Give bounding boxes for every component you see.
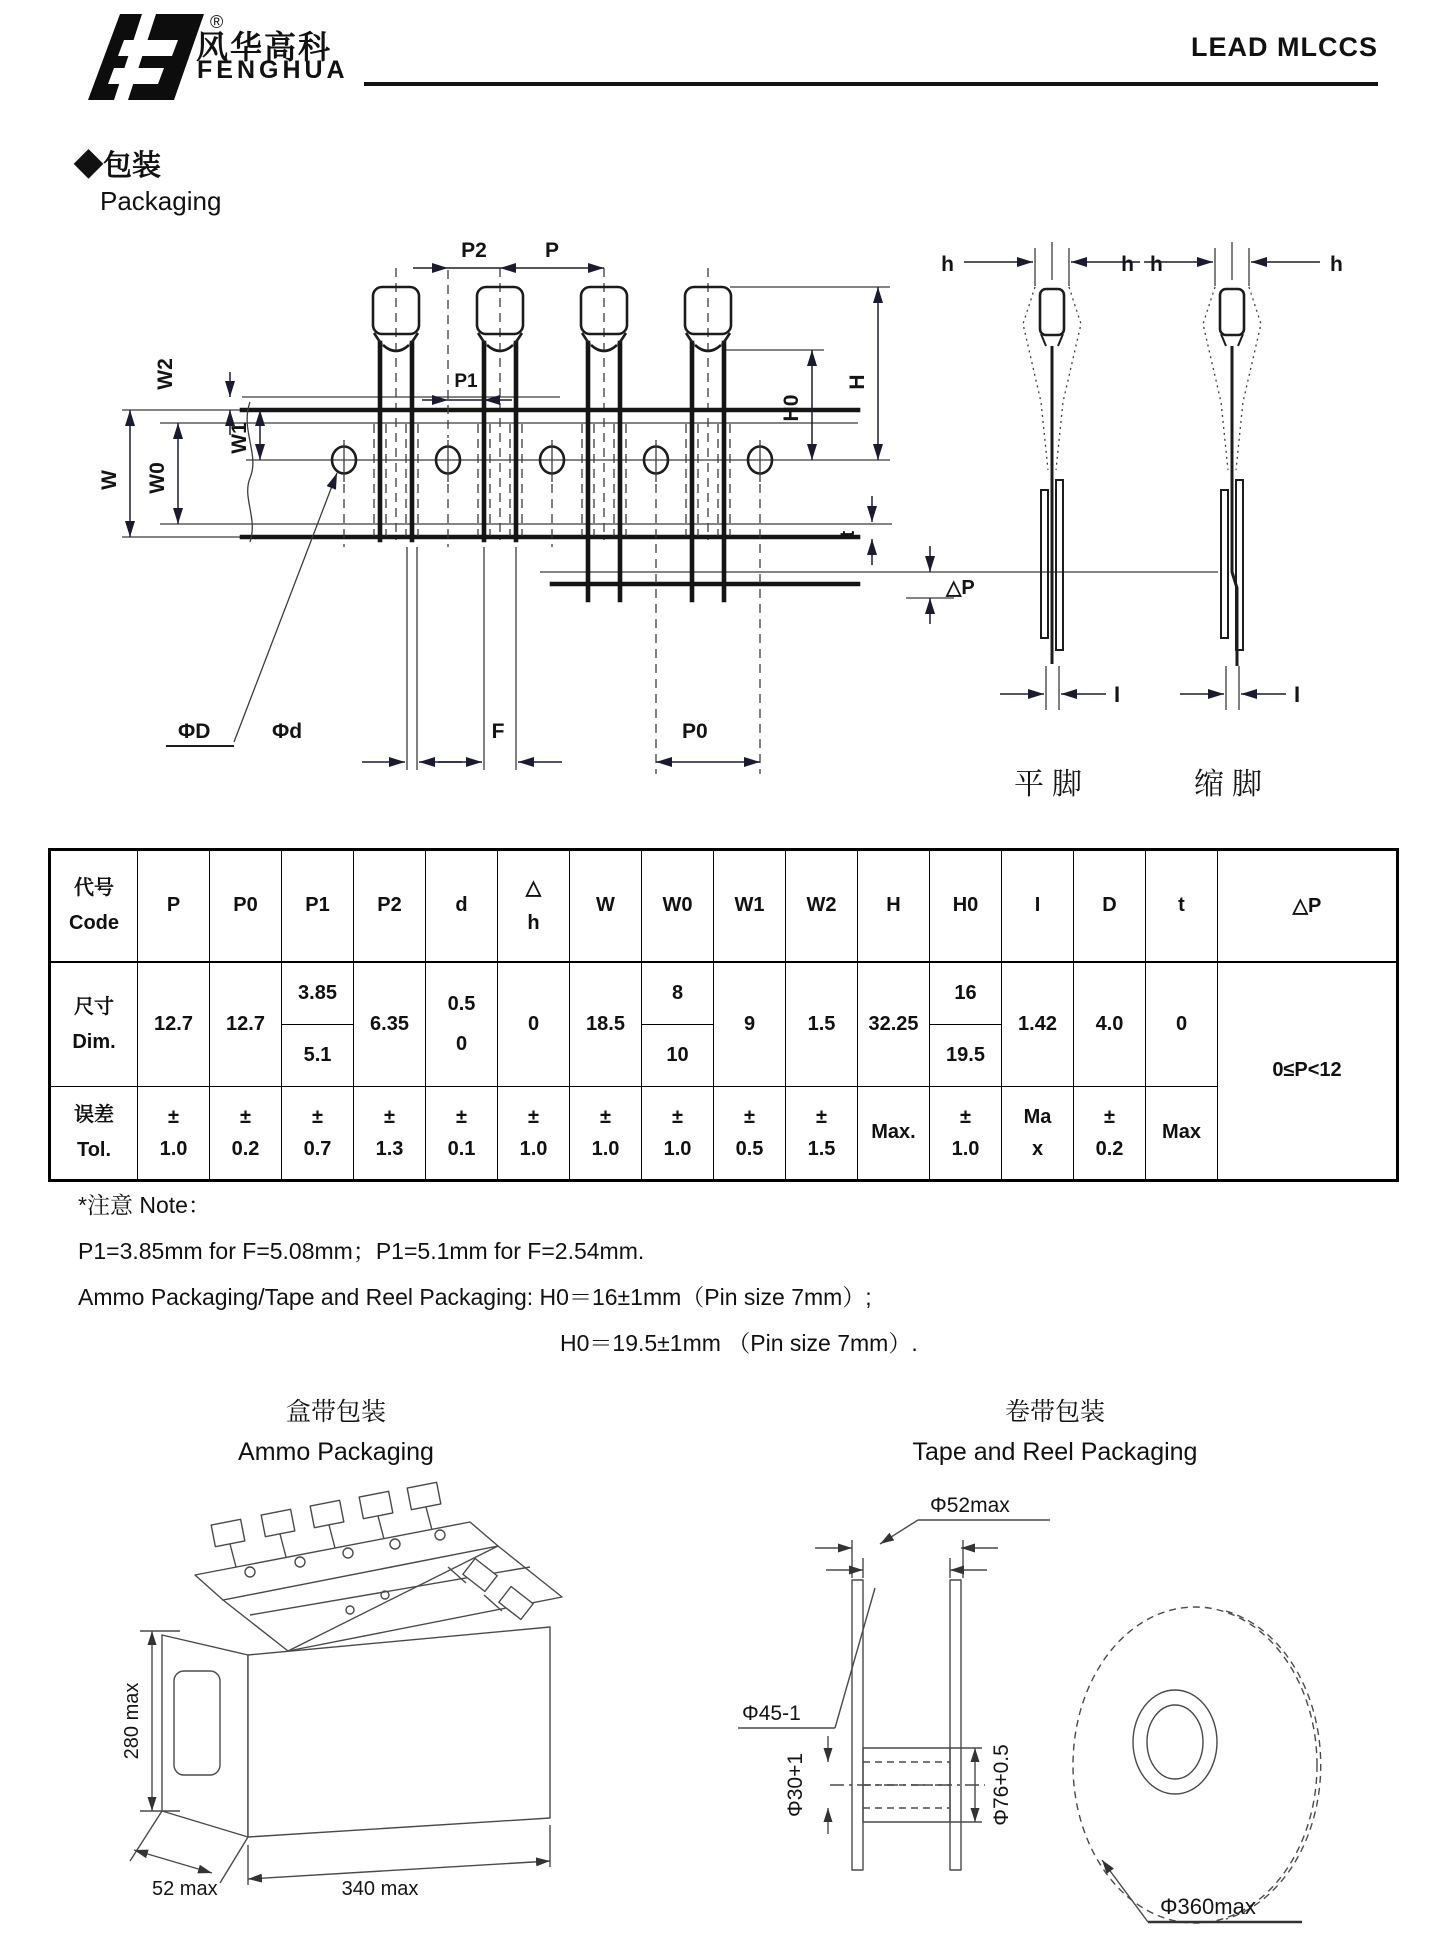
label-h-small: h bbox=[1330, 253, 1343, 276]
logo-cut-3 bbox=[108, 68, 164, 84]
dim-bottom bbox=[166, 473, 760, 770]
label-w2: W2 bbox=[154, 358, 177, 390]
col-dh: △ h bbox=[498, 850, 570, 962]
dim-w2: 1.5 bbox=[786, 962, 858, 1087]
col-w0: W0 bbox=[642, 850, 714, 962]
note-line-2: Ammo Packaging/Tape and Reel Packaging: H0＝16±1mm（Pin size 7mm）; bbox=[78, 1284, 872, 1310]
dim-w: 18.5 bbox=[570, 962, 642, 1087]
tol-p1: ± 0.7 bbox=[282, 1086, 354, 1180]
dim-h: 32.25 bbox=[858, 962, 930, 1087]
dim-w0: 8 10 bbox=[642, 962, 714, 1087]
dim-widths bbox=[98, 358, 260, 537]
brand-name-en: FENGHUA bbox=[197, 56, 349, 84]
cell-dim-label: 尺寸 Dim. bbox=[50, 962, 138, 1087]
reel-side-view bbox=[738, 1494, 1050, 1870]
col-w2: W2 bbox=[786, 850, 858, 962]
label-phid: Φd bbox=[272, 720, 303, 743]
dimension-table bbox=[48, 848, 1399, 1182]
table-dim-row bbox=[50, 962, 1398, 1087]
tol-w1: ± 0.5 bbox=[714, 1086, 786, 1180]
label-phi30: Φ30+1 bbox=[784, 1752, 807, 1818]
tol-dcap: ± 0.2 bbox=[1074, 1086, 1146, 1180]
note-line-1: P1=3.85mm for F=5.08mm；P1=5.1mm for F=2.54mm. bbox=[78, 1238, 645, 1264]
label-h-small: h bbox=[1121, 253, 1134, 276]
label-h-small: h bbox=[941, 253, 954, 276]
dim-p2: 6.35 bbox=[354, 962, 426, 1087]
col-p2: P2 bbox=[354, 850, 426, 962]
tol-w0: ± 1.0 bbox=[642, 1086, 714, 1180]
dim-p1: 3.85 5.1 bbox=[282, 962, 354, 1087]
col-dcap: D bbox=[1074, 850, 1146, 962]
note-line-3: H0＝19.5±1mm （Pin size 7mm）. bbox=[560, 1330, 918, 1356]
table-header-row bbox=[50, 850, 1398, 962]
tape-packaging-diagram bbox=[100, 232, 1442, 817]
label-i: I bbox=[1294, 682, 1301, 707]
side-view-kinked bbox=[1121, 242, 1343, 710]
dim-i: 1.42 bbox=[1002, 962, 1074, 1087]
dim-d: 0.5 0 bbox=[426, 962, 498, 1087]
label-dp: △P bbox=[946, 577, 975, 599]
section-title-cn: ◆包装 bbox=[74, 150, 162, 182]
tol-p2: ± 1.3 bbox=[354, 1086, 426, 1180]
dim-p: 12.7 bbox=[138, 962, 210, 1087]
caption-flat-lead: 平脚 bbox=[1014, 768, 1090, 801]
tol-p0: ± 0.2 bbox=[210, 1086, 282, 1180]
dim-p2-p bbox=[413, 239, 604, 268]
label-phi45: Φ45-1 bbox=[742, 1702, 801, 1725]
label-phi76: Φ76+0.5 bbox=[990, 1744, 1013, 1826]
tol-i: Ma x bbox=[1002, 1086, 1074, 1180]
label-f: F bbox=[491, 720, 505, 743]
reel-front-view bbox=[1073, 1607, 1321, 1923]
table-tol-row bbox=[50, 1086, 1398, 1180]
side-view-flat bbox=[941, 242, 1163, 710]
logo-cut-2 bbox=[118, 40, 178, 56]
col-w: W bbox=[570, 850, 642, 962]
tol-p: ± 1.0 bbox=[138, 1086, 210, 1180]
col-h0: H0 bbox=[930, 850, 1002, 962]
label-w1: W1 bbox=[228, 422, 251, 454]
label-t: t bbox=[837, 530, 859, 538]
tol-w2: ± 1.5 bbox=[786, 1086, 858, 1180]
tol-dh: ± 1.0 bbox=[498, 1086, 570, 1180]
dim-t-dp bbox=[837, 496, 975, 624]
caption-kinked-lead: 缩脚 bbox=[1194, 768, 1270, 801]
label-h-cap: H bbox=[846, 374, 869, 390]
registered-icon: ® bbox=[210, 12, 224, 32]
dim-w1: 9 bbox=[714, 962, 786, 1087]
cell-tol-label: 误差 Tol. bbox=[50, 1086, 138, 1180]
label-p0: P0 bbox=[682, 720, 708, 743]
dim-p0: 12.7 bbox=[210, 962, 282, 1087]
tol-d: ± 0.1 bbox=[426, 1086, 498, 1180]
dim-heights bbox=[726, 287, 890, 460]
label-phi52: Φ52max bbox=[930, 1494, 1010, 1517]
ammo-title-en: Ammo Packaging bbox=[238, 1438, 434, 1466]
col-p0: P0 bbox=[210, 850, 282, 962]
col-d: d bbox=[426, 850, 498, 962]
label-h-small: h bbox=[1150, 253, 1163, 276]
label-p: P bbox=[544, 239, 560, 262]
label-w0: W0 bbox=[146, 462, 169, 494]
tol-h: Max. bbox=[858, 1086, 930, 1180]
dim-t: 0 bbox=[1146, 962, 1218, 1087]
col-dp: △P bbox=[1218, 850, 1398, 962]
dim-dcap: 4.0 bbox=[1074, 962, 1146, 1087]
col-p1: P1 bbox=[282, 850, 354, 962]
label-280-max: 280 max bbox=[121, 1682, 143, 1760]
ammo-title-cn: 盒带包装 bbox=[285, 1398, 387, 1426]
dim-dp-merged: 0≤P<12 bbox=[1218, 962, 1398, 1181]
label-phi360: Φ360max bbox=[1160, 1894, 1256, 1919]
label-w: W bbox=[98, 470, 121, 490]
tol-h0: ± 1.0 bbox=[930, 1086, 1002, 1180]
page-title: LEAD MLCCS bbox=[1191, 32, 1378, 62]
carrier-tape bbox=[122, 394, 1218, 584]
col-i: I bbox=[1002, 850, 1074, 962]
label-phiD: ΦD bbox=[178, 720, 211, 743]
section-title-en: Packaging bbox=[100, 186, 222, 216]
brand-name-cn: 风华高科 bbox=[196, 29, 333, 65]
label-52-max: 52 max bbox=[152, 1878, 218, 1900]
tol-w: ± 1.0 bbox=[570, 1086, 642, 1180]
reel-packaging-sketch bbox=[630, 1470, 1442, 1940]
tol-t: Max bbox=[1146, 1086, 1218, 1180]
ammo-packaging-sketch bbox=[100, 1475, 580, 1915]
label-p1: P1 bbox=[454, 371, 478, 392]
dim-dh: 0 bbox=[498, 962, 570, 1087]
sprocket-holes bbox=[332, 270, 772, 774]
col-p: P bbox=[138, 850, 210, 962]
col-h: H bbox=[858, 850, 930, 962]
label-340-max: 340 max bbox=[341, 1878, 419, 1900]
label-p2: P2 bbox=[461, 239, 487, 262]
reel-title-cn: 卷带包装 bbox=[1004, 1398, 1106, 1426]
col-w1: W1 bbox=[714, 850, 786, 962]
dim-p1 bbox=[422, 371, 512, 400]
col-t: t bbox=[1146, 850, 1218, 962]
header-rule bbox=[364, 82, 1378, 86]
cell-corner: 代号 Code bbox=[50, 850, 138, 962]
label-h0: H0 bbox=[780, 394, 803, 422]
note-title: *注意 Note： bbox=[78, 1192, 211, 1218]
dim-h0: 16 19.5 bbox=[930, 962, 1002, 1087]
reel-title-en: Tape and Reel Packaging bbox=[912, 1438, 1198, 1466]
label-i: I bbox=[1114, 682, 1121, 707]
